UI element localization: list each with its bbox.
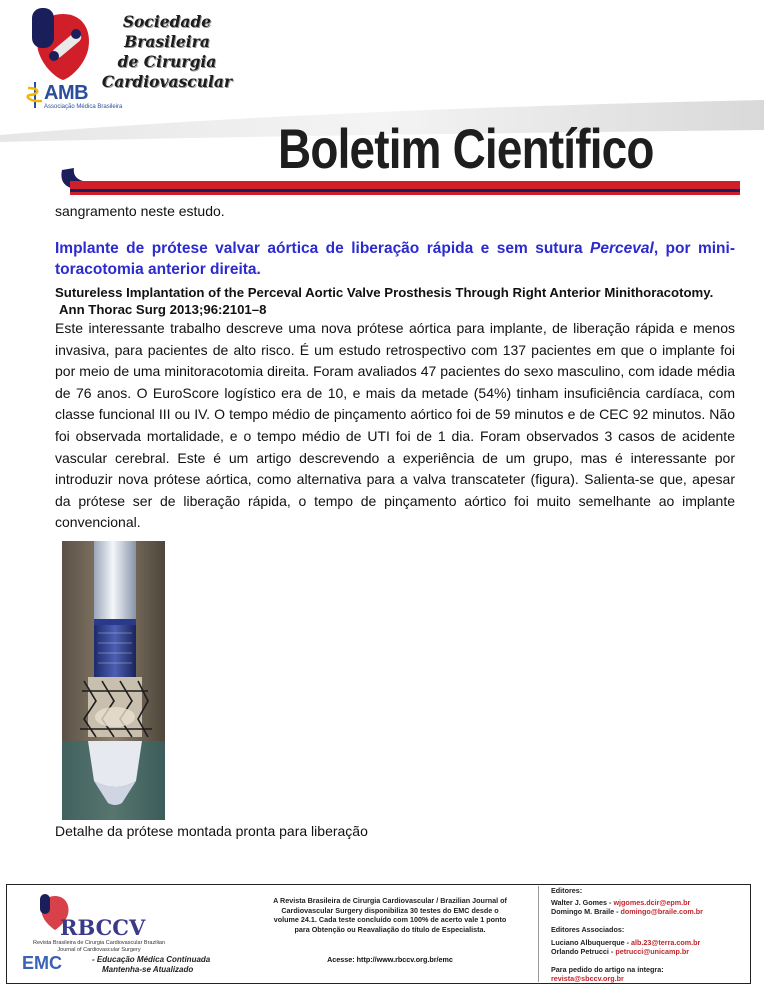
- associate-editor-2-email-link[interactable]: petrucci@unicamp.br: [615, 947, 690, 956]
- previous-article-tail: sangramento neste estudo.: [55, 203, 225, 219]
- editor-2: [551, 907, 703, 916]
- amb-emblem-icon: [26, 82, 44, 108]
- editor-2-name: Domingo M. Braile -: [551, 907, 621, 916]
- footer-access-line: [270, 955, 510, 964]
- access-link[interactable]: http://www.rbccv.org.br/emc: [356, 955, 453, 964]
- associate-editor-1-name: Luciano Albuquerque -: [551, 938, 631, 947]
- amb-logo-subtitle: Associação Médica Brasileira: [44, 104, 123, 110]
- associate-editor-2: [551, 947, 689, 956]
- amb-logo-label: AMB: [44, 82, 89, 104]
- associate-editors-heading: Editores Associados:: [551, 925, 625, 934]
- article-citation: Ann Thorac Surg 2013;96:2101–8: [59, 302, 267, 317]
- figure-caption: Detalhe da prótese montada pronta para liberação: [55, 823, 368, 839]
- editor-2-email-link[interactable]: domingo@braile.com.br: [620, 907, 703, 916]
- footer-divider: [538, 886, 539, 982]
- editor-1-name: Walter J. Gomes -: [551, 898, 614, 907]
- emc-tagline-line2: Mantenha-se Atualizado: [102, 965, 194, 974]
- article-title: [55, 238, 735, 280]
- footer-emc-info: A Revista Brasileira de Cirurgia Cardiovascular / Brazilian Journal of Cardiovascular Surgery disponibiliza 30 testes do EMC desde o volume 24.1. Cada teste concluído com 100% de acerto vale 1 ponto para Obtenção ou Reavaliação do título de Especialista.: [273, 896, 507, 934]
- society-name-line2: de Cirurgia: [117, 52, 217, 71]
- rbccv-logo-subtitle: Revista Brasileira de Cirurgia Cardiovascular Brazilian Journal of Cardiovascular Surgery: [32, 940, 166, 953]
- access-label: Acesse:: [327, 955, 357, 964]
- editors-heading: Editores:: [551, 886, 583, 895]
- society-name: [82, 12, 252, 92]
- article-request-email-link[interactable]: revista@sbccv.org.br: [551, 974, 624, 983]
- society-name-line3: Cardiovascular: [101, 72, 233, 91]
- prosthesis-photo: [62, 541, 165, 820]
- rbccv-logo-label: RBCCV: [60, 915, 146, 940]
- article-english-title: Sutureless Implantation of the Perceval Aortic Valve Prosthesis Through Right Anterior Minithoracotomy.: [55, 285, 714, 300]
- emc-tagline-line1: - Educação Médica Continuada: [92, 955, 211, 964]
- editor-1: [551, 898, 690, 907]
- article-abstract: Este interessante trabalho descreve uma nova prótese aórtica para implante, de liberação rápida e menos invasiva, para pacientes de alto risco. É um estudo retrospectivo com 137 pacientes em que o implante foi por meio de uma minitoracotomia direita. Foram avaliados 47 pacientes do sexo masculino, com idade média de 76 anos. O EuroScore logístico era de 10, e mais da metade (54%) tinham insuficiência cardíaca, com classe funcional III ou IV. O tempo médio de pinçamento aórtico foi de 59 minutos e de CEC 92 minutos. Não foi observada mortalidade, e o tempo médio de UTI foi de 1 dia. Foram observados 3 casos de acidente vascular cerebral. Este é um artigo descrevendo a experiência de um grupo, mas é interessante por introduzir nova prótese aórtica, como alternativa para a valva transcateter (figura). Salienta-se que, apesar da prótese ser de liberação rápida, o tempo de pinçamento aórtico foi muito semelhante ao implante convencional.: [55, 320, 735, 531]
- associate-editor-1: [551, 938, 700, 947]
- article-request-text: Para pedido do artigo na íntegra:: [551, 965, 664, 974]
- associate-editor-2-name: Orlando Petrucci -: [551, 947, 616, 956]
- article-title-part2: , por mini-toracotomia anterior direita.: [55, 240, 735, 278]
- emc-logo-label: EMC: [22, 953, 62, 973]
- society-name-line1: Sociedade Brasileira: [122, 12, 212, 51]
- associate-editor-1-email-link[interactable]: alb.23@terra.com.br: [631, 938, 701, 947]
- article-title-part1: Implante de prótese valvar aórtica de liberação rápida e sem sutura: [55, 240, 591, 257]
- article-title-brand: Perceval: [590, 240, 654, 257]
- emc-tagline: [92, 955, 210, 975]
- editor-1-email-link[interactable]: wjgomes.dcir@epm.br: [613, 898, 691, 907]
- page-title: Boletim Científico: [278, 117, 654, 180]
